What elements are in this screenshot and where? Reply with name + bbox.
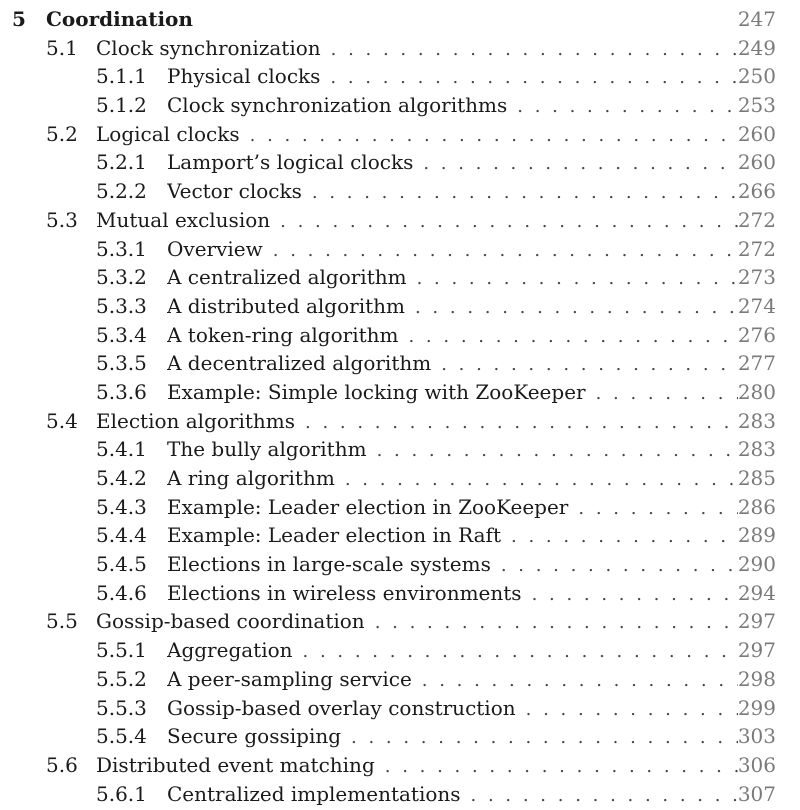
entry-number: 5.1.1 — [96, 64, 147, 89]
entry-leader — [167, 665, 738, 696]
toc-section-row[interactable] — [0, 206, 800, 235]
entry-page-number: 294 — [737, 580, 776, 605]
entry-page-number: 273 — [737, 265, 776, 290]
entry-leader — [96, 607, 738, 638]
entry-page-number: 298 — [737, 666, 776, 691]
entry-title: Centralized implementations — [167, 781, 461, 806]
toc-subsection-row[interactable] — [0, 665, 800, 694]
entry-title: Overview — [167, 236, 263, 261]
entry-title: Gossip-based coordination — [96, 609, 365, 634]
entry-number: 5.6 — [46, 752, 78, 777]
entry-number: 5.4.1 — [96, 437, 147, 462]
toc-subsection-row[interactable] — [0, 292, 800, 321]
toc-subsection-row[interactable] — [0, 91, 800, 120]
entry-title: Example: Simple locking with ZooKeeper — [167, 379, 586, 404]
entry-number: 5.2.1 — [96, 150, 147, 175]
entry-page-number: 277 — [737, 351, 776, 376]
entry-number: 5.4 — [46, 408, 78, 433]
entry-leader — [167, 292, 738, 323]
chapter-page-number: 247 — [737, 7, 776, 31]
entry-number: 5.3.1 — [96, 236, 147, 261]
entry-title: Mutual exclusion — [96, 207, 271, 232]
entry-page-number: 266 — [737, 179, 776, 204]
entry-number: 5.5.1 — [96, 638, 147, 663]
entry-leader — [167, 550, 738, 581]
entry-number: 5.5.4 — [96, 724, 147, 749]
entry-title: Distributed event matching — [96, 752, 375, 777]
table-of-contents — [0, 5, 800, 808]
entry-number: 5.2 — [46, 121, 78, 146]
entry-number: 5.2.2 — [96, 179, 147, 204]
entry-page-number: 272 — [737, 207, 776, 232]
entry-title: A decentralized algorithm — [167, 351, 432, 376]
entry-number: 5.3.5 — [96, 351, 147, 376]
toc-section-row[interactable] — [0, 34, 800, 63]
entry-page-number: 283 — [737, 437, 776, 462]
toc-subsection-row[interactable] — [0, 521, 800, 550]
entry-number: 5.5.2 — [96, 666, 147, 691]
entry-leader — [167, 579, 738, 610]
entry-leader — [167, 722, 738, 753]
entry-leader — [167, 177, 738, 208]
entry-number: 5.4.4 — [96, 523, 147, 548]
toc-subsection-row[interactable] — [0, 550, 800, 579]
entry-number: 5.3 — [46, 207, 78, 232]
entry-title: A token-ring algorithm — [167, 322, 399, 347]
entry-leader — [167, 780, 738, 810]
toc-subsection-row[interactable] — [0, 780, 800, 809]
toc-subsection-row[interactable] — [0, 435, 800, 464]
entry-page-number: 274 — [737, 293, 776, 318]
entry-page-number: 260 — [737, 150, 776, 175]
entry-title: Example: Leader election in ZooKeeper — [167, 494, 569, 519]
entry-number: 5.4.2 — [96, 466, 147, 490]
entry-leader — [167, 694, 738, 725]
entry-leader — [167, 321, 738, 352]
entry-page-number: 283 — [737, 408, 776, 433]
entry-leader — [96, 34, 738, 65]
entry-page-number: 280 — [737, 379, 776, 404]
toc-subsection-row[interactable] — [0, 579, 800, 608]
entry-title: Elections in large-scale systems — [167, 552, 491, 577]
toc-subsection-row[interactable] — [0, 177, 800, 206]
entry-leader — [167, 521, 738, 552]
toc-entries — [0, 34, 800, 809]
entry-number: 5.5 — [46, 609, 78, 634]
entry-page-number: 276 — [737, 322, 776, 347]
entry-page-number: 286 — [737, 494, 776, 519]
entry-title: Logical clocks — [96, 121, 240, 146]
entry-leader — [167, 235, 738, 266]
entry-title: Clock synchronization algorithms — [167, 93, 508, 118]
toc-subsection-row[interactable] — [0, 62, 800, 91]
entry-number: 5.5.3 — [96, 695, 147, 720]
entry-title: Election algorithms — [96, 408, 296, 433]
toc-subsection-row[interactable] — [0, 321, 800, 350]
entry-title: Example: Leader election in Raft — [167, 523, 501, 548]
toc-section-row[interactable] — [0, 607, 800, 636]
entry-leader — [96, 407, 738, 438]
entry-number: 5.3.6 — [96, 379, 147, 404]
entry-leader — [167, 435, 738, 466]
toc-subsection-row[interactable] — [0, 694, 800, 723]
entry-page-number: 250 — [737, 64, 776, 89]
entry-number: 5.3.2 — [96, 265, 147, 290]
entry-page-number: 297 — [737, 609, 776, 634]
entry-title: A distributed algorithm — [167, 293, 405, 318]
toc-subsection-row[interactable] — [0, 263, 800, 292]
entry-title: Clock synchronization — [96, 35, 321, 60]
entry-page-number: 299 — [737, 695, 776, 720]
entry-page-number: 289 — [737, 523, 776, 548]
toc-subsection-row[interactable] — [0, 636, 800, 665]
entry-number: 5.4.5 — [96, 552, 147, 577]
toc-section-row[interactable] — [0, 120, 800, 149]
entry-page-number: 253 — [737, 93, 776, 118]
entry-leader — [167, 263, 738, 294]
entry-leader — [96, 120, 738, 151]
entry-page-number: 303 — [737, 724, 776, 749]
toc-chapter-row[interactable] — [0, 5, 800, 34]
entry-page-number: 306 — [737, 752, 776, 777]
entry-page-number: 272 — [737, 236, 776, 261]
entry-number: 5.1.2 — [96, 93, 147, 118]
entry-title: Secure gossiping — [167, 724, 342, 749]
entry-leader — [167, 349, 738, 380]
entry-number: 5.6.1 — [96, 781, 147, 806]
entry-leader — [167, 636, 738, 667]
entry-title: A centralized algorithm — [167, 265, 407, 290]
entry-number: 5.1 — [46, 35, 78, 60]
toc-subsection-row[interactable] — [0, 378, 800, 407]
entry-title: Vector clocks — [167, 179, 302, 204]
toc-section-row[interactable] — [0, 751, 800, 780]
entry-title: The bully algorithm — [167, 437, 367, 462]
entry-title: A peer-sampling service — [167, 666, 412, 691]
toc-subsection-row[interactable] — [0, 464, 800, 493]
entry-leader — [167, 91, 738, 122]
entry-leader — [167, 464, 738, 495]
toc-subsection-row[interactable] — [0, 493, 800, 522]
entry-title: A ring algorithm — [167, 466, 335, 490]
toc-subsection-row[interactable] — [0, 235, 800, 264]
entry-number: 5.4.3 — [96, 494, 147, 519]
entry-leader — [96, 206, 738, 237]
entry-leader — [167, 378, 738, 409]
entry-number: 5.3.4 — [96, 322, 147, 347]
entry-leader — [167, 148, 738, 179]
entry-leader — [167, 493, 738, 524]
entry-leader — [96, 751, 738, 782]
entry-number: 5.4.6 — [96, 580, 147, 605]
entry-number: 5.3.3 — [96, 293, 147, 318]
entry-title: Aggregation — [167, 638, 293, 663]
toc-subsection-row[interactable] — [0, 349, 800, 378]
toc-section-row[interactable] — [0, 407, 800, 436]
entry-title: Gossip-based overlay construction — [167, 695, 516, 720]
entry-leader — [167, 62, 738, 93]
chapter-title: Coordination — [46, 7, 193, 31]
entry-title: Lamport’s logical clocks — [167, 150, 414, 175]
chapter-number: 5 — [12, 7, 26, 31]
toc-subsection-row[interactable] — [0, 722, 800, 751]
entry-title: Elections in wireless environments — [167, 580, 522, 605]
entry-page-number: 260 — [737, 121, 776, 146]
entry-page-number: 249 — [737, 35, 776, 60]
entry-page-number: 290 — [737, 552, 776, 577]
entry-page-number: 297 — [737, 638, 776, 663]
entry-title: Physical clocks — [167, 64, 321, 89]
entry-page-number: 285 — [737, 466, 776, 490]
entry-page-number: 307 — [737, 781, 776, 806]
toc-subsection-row[interactable] — [0, 148, 800, 177]
